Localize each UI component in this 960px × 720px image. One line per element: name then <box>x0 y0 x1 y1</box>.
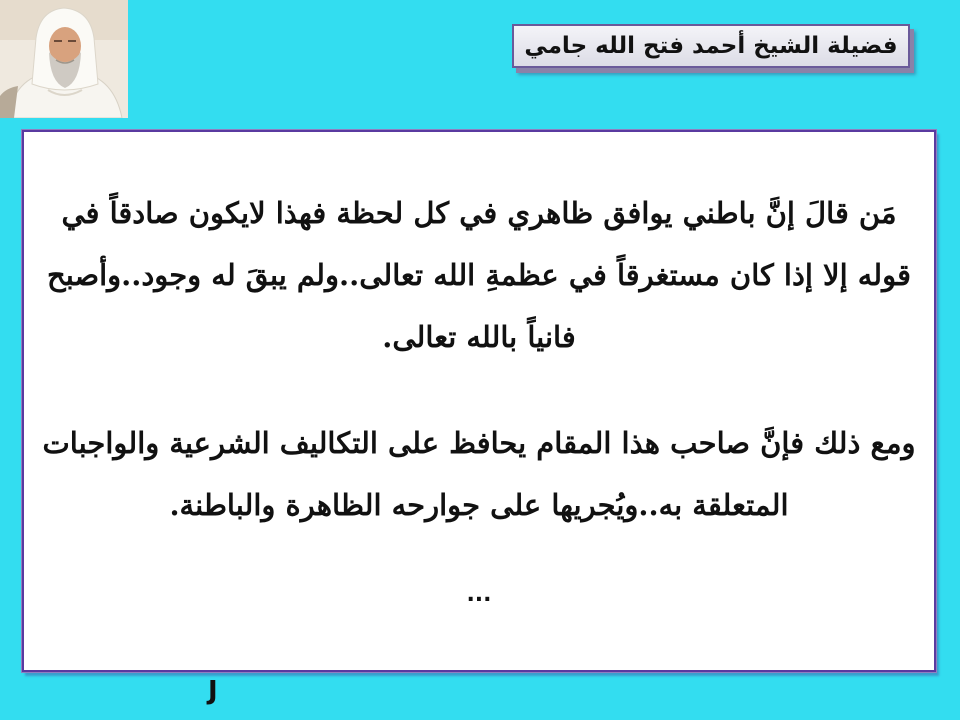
paragraph-1: مَن قالَ إنَّ باطني يوافق ظاهري في كل لحظة فهذا لايكون صادقاً في قوله إلا إذا كان مستغرقاً في عظمةِ الله تعالى..ولم يبقَ له وجود..وأصبح فانياً بالله تعالى. <box>47 196 911 354</box>
title-text: فضيلة الشيخ أحمد فتح الله جامي <box>524 33 898 59</box>
continuation-ellipsis: ... <box>466 582 492 607</box>
paragraph-2: ومع ذلك فإنَّ صاحب هذا المقام يحافظ على التكاليف الشرعية والواجبات المتعلقة به..ويُجريها على جوارحه الظاهرة والباطنة. <box>42 426 916 522</box>
sheikh-portrait-image <box>0 0 128 118</box>
stray-mark: J <box>208 676 218 706</box>
content-panel <box>22 130 936 672</box>
title-banner <box>512 24 910 68</box>
